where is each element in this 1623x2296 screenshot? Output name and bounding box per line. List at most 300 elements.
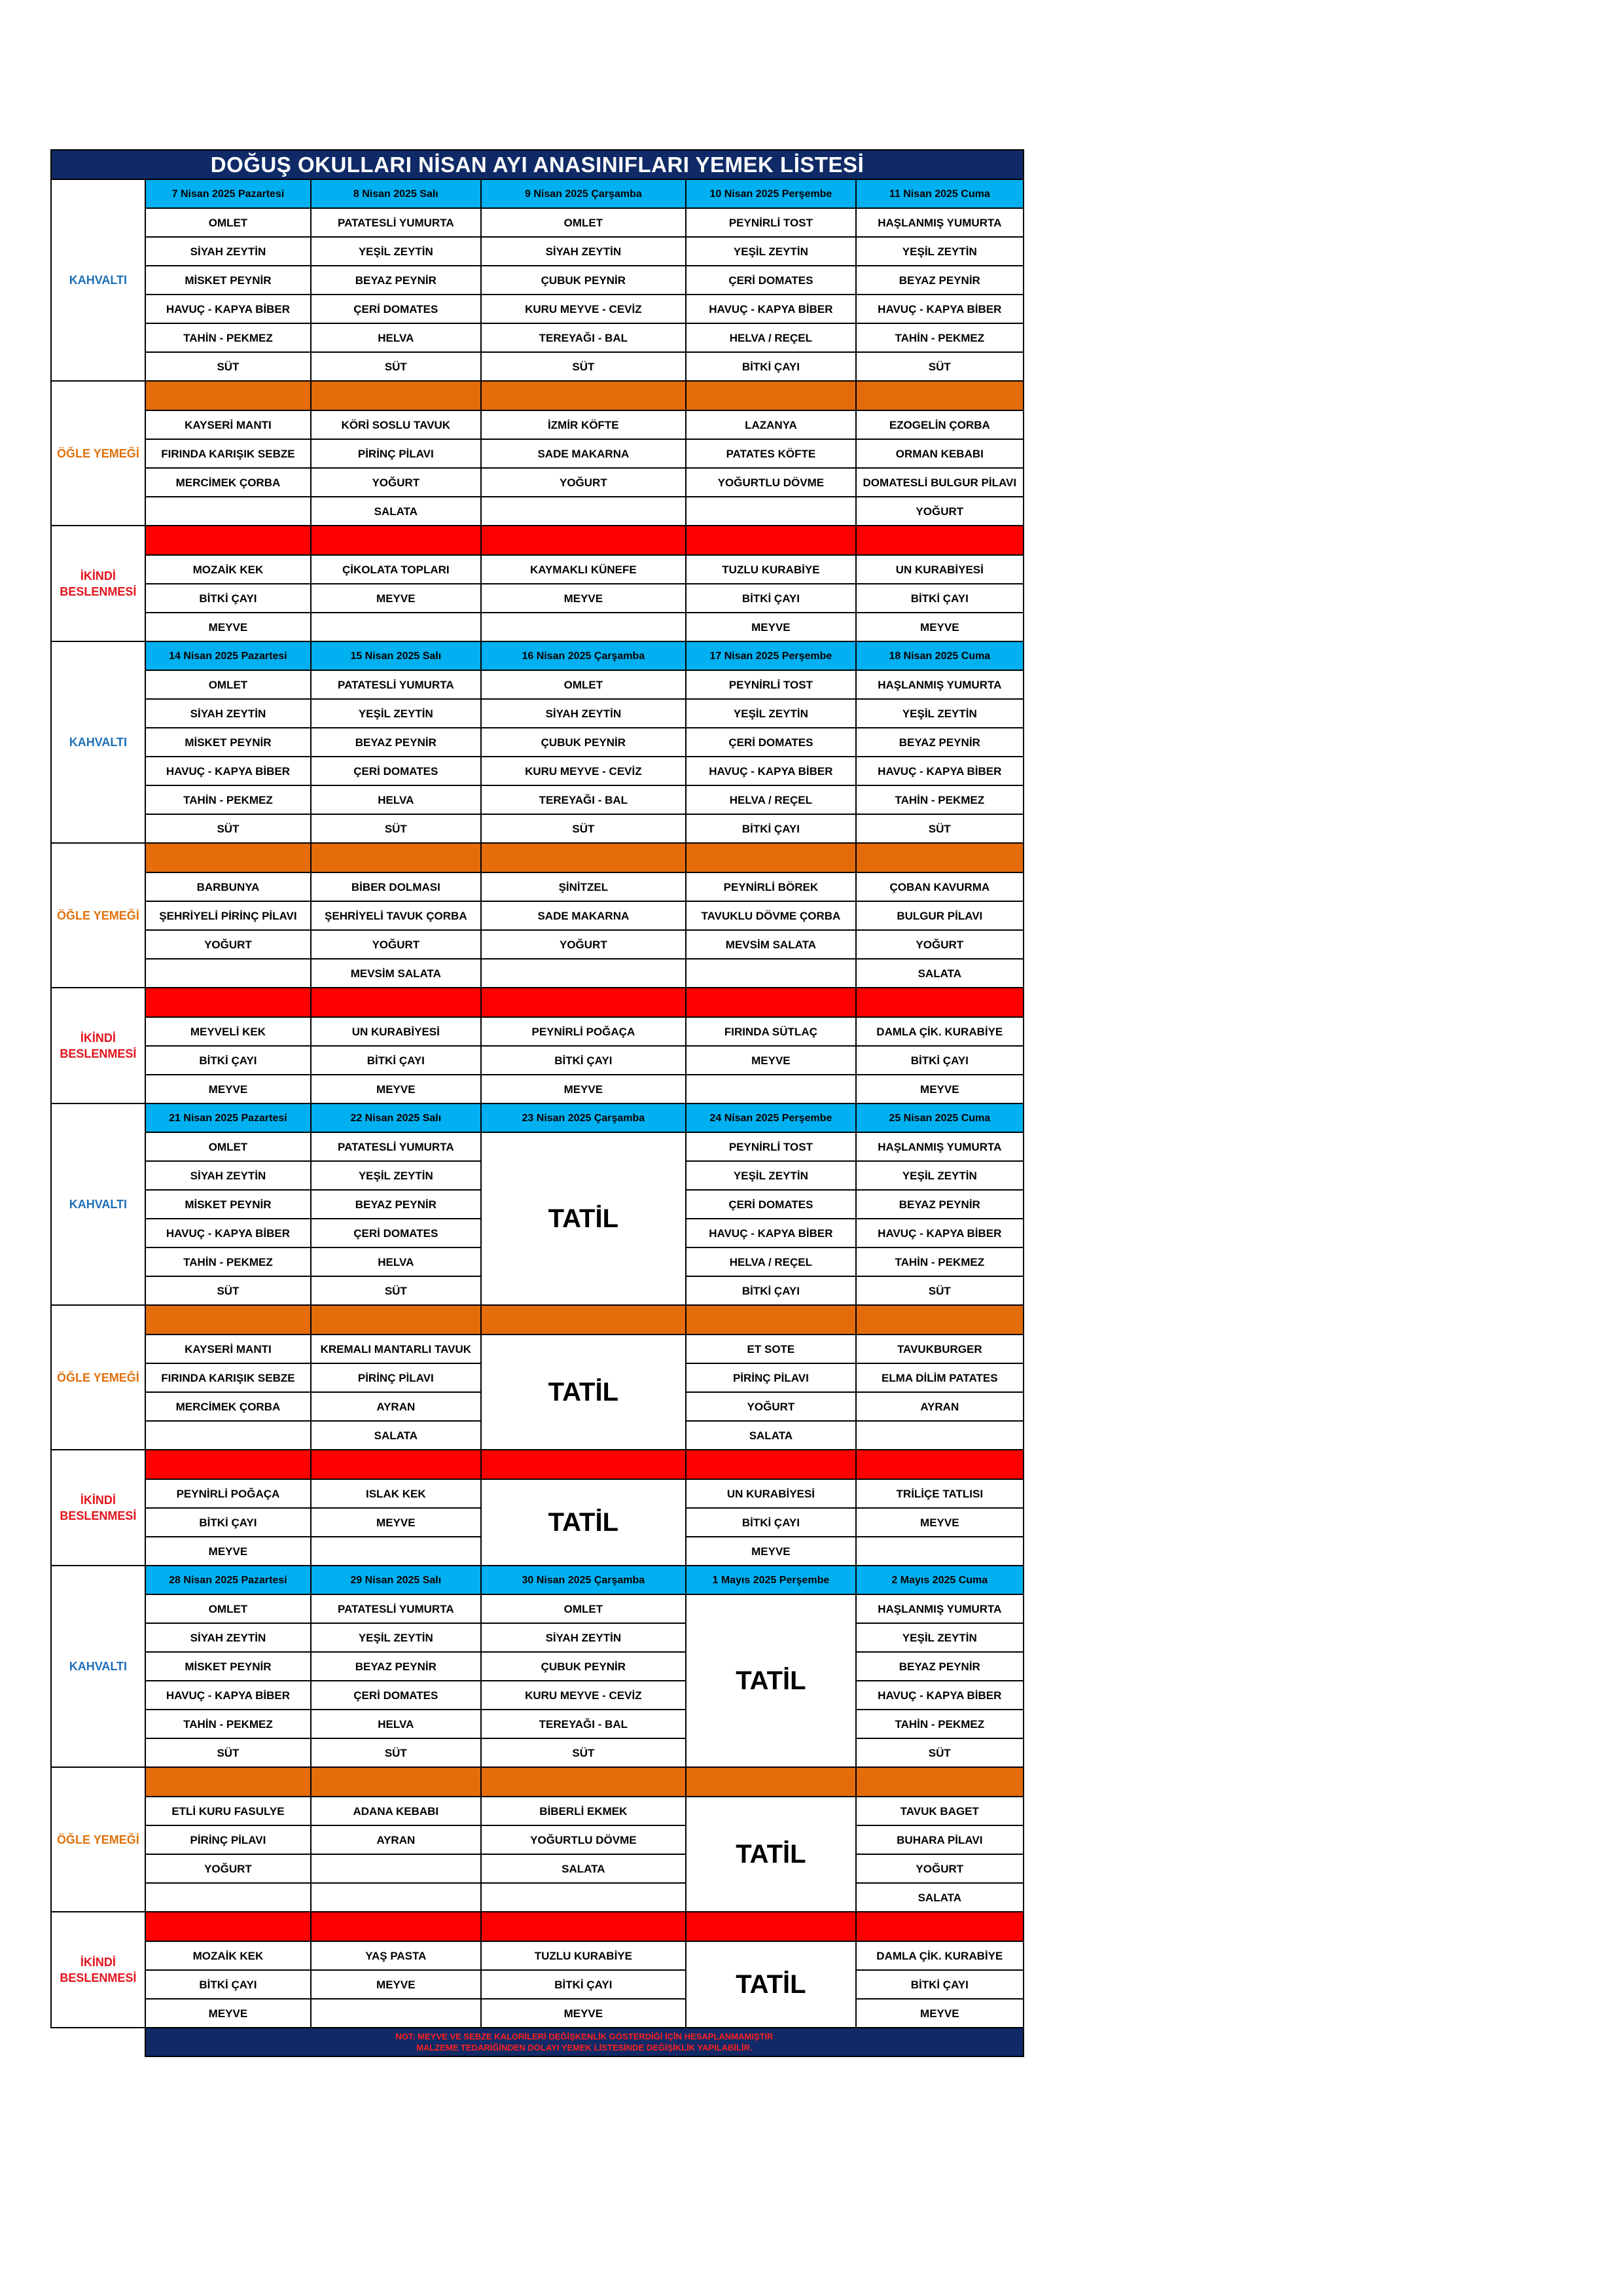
menu-item-row [51, 1970, 1024, 1999]
menu-item: UN KURABİYESİ [311, 1017, 480, 1046]
holiday-label: TATİL [686, 1797, 855, 1912]
menu-item-row [51, 208, 1024, 237]
menu-item-row [51, 237, 1024, 266]
menu-item: YEŞİL ZEYTİN [686, 237, 855, 266]
menu-item: BUHARA PİLAVI [856, 1825, 1024, 1854]
menu-item: SİYAH ZEYTİN [481, 699, 687, 728]
menu-item: MEYVE [481, 1075, 687, 1103]
menu-item-row [51, 1017, 1024, 1046]
menu-item: YOĞURT [145, 930, 311, 959]
menu-item: SÜT [145, 1276, 311, 1305]
menu-item: ADANA KEBABI [311, 1797, 480, 1825]
menu-item: YAŞ PASTA [311, 1941, 480, 1970]
menu-item: SADE MAKARNA [481, 439, 687, 468]
lunch-color-bar [686, 1305, 855, 1335]
menu-item-row [51, 901, 1024, 930]
menu-item: YOĞURT [311, 930, 480, 959]
snack-color-bar [686, 1450, 855, 1479]
menu-item: HAŞLANMIŞ YUMURTA [856, 208, 1024, 237]
category-label-ikindi: İKİNDİ BESLENMESİ [51, 988, 145, 1103]
snack-color-bar [856, 526, 1024, 555]
menu-item: KAYMAKLI KÜNEFE [481, 555, 687, 584]
menu-item-row [51, 1075, 1024, 1103]
menu-item: SÜT [311, 1276, 480, 1305]
menu-item: UN KURABİYESİ [856, 555, 1024, 584]
menu-item [145, 1421, 311, 1450]
menu-item-row [51, 352, 1024, 381]
lunch-bar-row [51, 843, 1024, 872]
menu-item: BARBUNYA [145, 872, 311, 901]
date-header: 18 Nisan 2025 Cuma [856, 641, 1024, 670]
note-line-1: NOT: MEYVE VE SEBZE KALORİLERİ DEĞİŞKENLİK GÖSTERDİĞİ İÇİN HESAPLANMAMIŞTIR [395, 2032, 774, 2041]
menu-item: YOĞURTLU DÖVME [686, 468, 855, 497]
menu-item: SÜT [856, 814, 1024, 843]
category-label-kahvalti: KAHVALTI [51, 1103, 145, 1305]
menu-item-row [51, 930, 1024, 959]
menu-item: YOĞURT [145, 1854, 311, 1883]
menu-item: MOZAİK KEK [145, 1941, 311, 1970]
menu-item [686, 959, 855, 988]
date-header: 23 Nisan 2025 Çarşamba [481, 1103, 687, 1132]
menu-item: MEYVE [311, 1075, 480, 1103]
menu-item: PATATESLİ YUMURTA [311, 208, 480, 237]
menu-item: YOĞURT [481, 930, 687, 959]
menu-item [311, 1854, 480, 1883]
snack-color-bar [311, 1450, 480, 1479]
menu-item: HAVUÇ - KAPYA BİBER [856, 1219, 1024, 1247]
menu-item-row [51, 266, 1024, 295]
menu-item: TUZLU KURABİYE [481, 1941, 687, 1970]
menu-item: ÇERİ DOMATES [311, 1219, 480, 1247]
menu-item: LAZANYA [686, 410, 855, 439]
menu-item: BULGUR PİLAVI [856, 901, 1024, 930]
menu-item: KURU MEYVE - CEVİZ [481, 1681, 687, 1710]
menu-item: SÜT [145, 352, 311, 381]
menu-item: HELVA / REÇEL [686, 1247, 855, 1276]
menu-item: ÇOBAN KAVURMA [856, 872, 1024, 901]
menu-item-row [51, 1738, 1024, 1767]
menu-item: BEYAZ PEYNİR [311, 266, 480, 295]
menu-item [145, 959, 311, 988]
menu-item: PATATESLİ YUMURTA [311, 1132, 480, 1161]
holiday-label: TATİL [481, 1479, 687, 1566]
menu-item-row [51, 555, 1024, 584]
menu-item: TAHİN - PEKMEZ [856, 1247, 1024, 1276]
menu-item: BEYAZ PEYNİR [311, 728, 480, 757]
menu-item: YOĞURT [481, 468, 687, 497]
lunch-color-bar [481, 1767, 687, 1797]
menu-item: KREMALI MANTARLI TAVUK [311, 1335, 480, 1363]
menu-item: MERCİMEK ÇORBA [145, 468, 311, 497]
menu-item: ET SOTE [686, 1335, 855, 1363]
menu-item: BİTKİ ÇAYI [145, 1046, 311, 1075]
menu-item [311, 1999, 480, 2028]
menu-item-row [51, 1999, 1024, 2028]
menu-item: YEŞİL ZEYTİN [311, 699, 480, 728]
menu-item: ÇUBUK PEYNİR [481, 728, 687, 757]
menu-item: HAVUÇ - KAPYA BİBER [145, 1219, 311, 1247]
menu-item: TRİLİÇE TATLISI [856, 1479, 1024, 1508]
menu-item-row [51, 670, 1024, 699]
menu-item-row [51, 1825, 1024, 1854]
menu-item: MEYVE [145, 1537, 311, 1566]
menu-item: YOĞURT [856, 497, 1024, 526]
menu-item-row [51, 1623, 1024, 1652]
menu-item: PEYNİRLİ TOST [686, 670, 855, 699]
lunch-bar-row [51, 1767, 1024, 1797]
menu-item: HAVUÇ - KAPYA BİBER [856, 295, 1024, 323]
menu-item: BİTKİ ÇAYI [856, 1970, 1024, 1999]
menu-item-row [51, 295, 1024, 323]
menu-item: PEYNİRLİ BÖREK [686, 872, 855, 901]
holiday-label: TATİL [481, 1335, 687, 1450]
menu-item [311, 613, 480, 641]
menu-item: SALATA [686, 1421, 855, 1450]
menu-item-row [51, 785, 1024, 814]
menu-item-row [51, 1046, 1024, 1075]
menu-item: ÇERİ DOMATES [311, 295, 480, 323]
menu-item: HELVA [311, 1710, 480, 1738]
menu-item: SİYAH ZEYTİN [145, 237, 311, 266]
menu-item: ÇERİ DOMATES [686, 728, 855, 757]
menu-item: TAVUKLU DÖVME ÇORBA [686, 901, 855, 930]
lunch-color-bar [856, 1305, 1024, 1335]
menu-item: ÇERİ DOMATES [686, 1190, 855, 1219]
menu-item: AYRAN [311, 1825, 480, 1854]
snack-color-bar [311, 988, 480, 1017]
menu-item: KURU MEYVE - CEVİZ [481, 295, 687, 323]
date-header: 16 Nisan 2025 Çarşamba [481, 641, 687, 670]
menu-item-row [51, 728, 1024, 757]
menu-item: İZMİR KÖFTE [481, 410, 687, 439]
snack-color-bar [145, 1912, 311, 1941]
menu-item: MİSKET PEYNİR [145, 1652, 311, 1681]
snack-bar-row [51, 1450, 1024, 1479]
category-label-ikindi: İKİNDİ BESLENMESİ [51, 1450, 145, 1566]
menu-item: SÜT [856, 1738, 1024, 1767]
date-row [51, 1566, 1024, 1594]
menu-item: HAVUÇ - KAPYA BİBER [856, 757, 1024, 785]
menu-item: MEVSİM SALATA [311, 959, 480, 988]
menu-item: BİBERLİ EKMEK [481, 1797, 687, 1825]
lunch-color-bar [145, 1305, 311, 1335]
menu-item: TUZLU KURABİYE [686, 555, 855, 584]
date-header: 25 Nisan 2025 Cuma [856, 1103, 1024, 1132]
menu-item: TEREYAĞI - BAL [481, 785, 687, 814]
menu-item-row [51, 1883, 1024, 1912]
menu-item: MEYVE [686, 613, 855, 641]
menu-item: SALATA [481, 1854, 687, 1883]
menu-item: BİTKİ ÇAYI [686, 584, 855, 613]
menu-item: OMLET [145, 208, 311, 237]
menu-item: YOĞURT [311, 468, 480, 497]
date-header: 29 Nisan 2025 Salı [311, 1566, 480, 1594]
menu-item: ÇERİ DOMATES [686, 266, 855, 295]
date-header: 14 Nisan 2025 Pazartesi [145, 641, 311, 670]
menu-item: YEŞİL ZEYTİN [686, 1161, 855, 1190]
menu-item: TAHİN - PEKMEZ [856, 323, 1024, 352]
menu-item: YOĞURT [856, 1854, 1024, 1883]
menu-item [145, 1883, 311, 1912]
holiday-label: TATİL [686, 1941, 855, 2028]
lunch-color-bar [311, 381, 480, 410]
category-label-ogle: ÖĞLE YEMEĞİ [51, 381, 145, 526]
date-header: 2 Mayıs 2025 Cuma [856, 1566, 1024, 1594]
menu-item-row [51, 1652, 1024, 1681]
menu-item: TAHİN - PEKMEZ [856, 1710, 1024, 1738]
menu-item: SADE MAKARNA [481, 901, 687, 930]
menu-item: YEŞİL ZEYTİN [856, 699, 1024, 728]
menu-item: HELVA / REÇEL [686, 323, 855, 352]
menu-item: MEYVE [856, 1508, 1024, 1537]
menu-item: SÜT [856, 352, 1024, 381]
menu-item [856, 1537, 1024, 1566]
menu-item: TAHİN - PEKMEZ [856, 785, 1024, 814]
menu-item-row [51, 1797, 1024, 1825]
menu-item: MEYVE [481, 1999, 687, 2028]
menu-item-row [51, 323, 1024, 352]
menu-item: ORMAN KEBABI [856, 439, 1024, 468]
footer-note [145, 2028, 1024, 2056]
menu-item: BİTKİ ÇAYI [686, 1276, 855, 1305]
menu-item: SİYAH ZEYTİN [145, 1161, 311, 1190]
menu-item: HAVUÇ - KAPYA BİBER [686, 295, 855, 323]
menu-item: OMLET [145, 1594, 311, 1623]
menu-item: PİRİNÇ PİLAVI [311, 439, 480, 468]
snack-bar-row [51, 1912, 1024, 1941]
menu-item: DOMATESLİ BULGUR PİLAVI [856, 468, 1024, 497]
menu-item: ISLAK KEK [311, 1479, 480, 1508]
menu-item: BİTKİ ÇAYI [311, 1046, 480, 1075]
menu-item: TAHİN - PEKMEZ [145, 1710, 311, 1738]
date-header: 17 Nisan 2025 Perşembe [686, 641, 855, 670]
menu-item: SÜT [311, 1738, 480, 1767]
menu-item: HAVUÇ - KAPYA BİBER [856, 1681, 1024, 1710]
snack-color-bar [686, 988, 855, 1017]
menu-item: MEYVE [145, 613, 311, 641]
menu-item: KÖRİ SOSLU TAVUK [311, 410, 480, 439]
note-line-2: MALZEME TEDARİĞİNDEN DOLAYI YEMEK LİSTESİNDE DEĞİŞİKLİK YAPILABİLİR. [416, 2043, 753, 2053]
menu-item: DAMLA ÇİK. KURABİYE [856, 1941, 1024, 1970]
snack-color-bar [856, 988, 1024, 1017]
lunch-color-bar [481, 1305, 687, 1335]
menu-item-row [51, 1941, 1024, 1970]
menu-item: SÜT [856, 1276, 1024, 1305]
menu-item: BİTKİ ÇAYI [481, 1046, 687, 1075]
title-row [51, 150, 1024, 179]
menu-item: HAVUÇ - KAPYA BİBER [686, 757, 855, 785]
note-spacer [51, 2028, 145, 2056]
menu-item: HAŞLANMIŞ YUMURTA [856, 1594, 1024, 1623]
menu-item: HAŞLANMIŞ YUMURTA [856, 1132, 1024, 1161]
menu-item-row [51, 757, 1024, 785]
menu-item: HAVUÇ - KAPYA BİBER [145, 1681, 311, 1710]
holiday-label: TATİL [481, 1132, 687, 1305]
menu-item [856, 1421, 1024, 1450]
date-header: 11 Nisan 2025 Cuma [856, 179, 1024, 208]
menu-item: MEYVE [686, 1537, 855, 1566]
menu-item: MİSKET PEYNİR [145, 1190, 311, 1219]
menu-item: SİYAH ZEYTİN [145, 699, 311, 728]
menu-item: HAVUÇ - KAPYA BİBER [686, 1219, 855, 1247]
category-label-ogle: ÖĞLE YEMEĞİ [51, 843, 145, 988]
menu-item: BEYAZ PEYNİR [856, 1652, 1024, 1681]
category-label-kahvalti: KAHVALTI [51, 641, 145, 843]
menu-item-row [51, 699, 1024, 728]
date-header: 15 Nisan 2025 Salı [311, 641, 480, 670]
menu-item: MOZAİK KEK [145, 555, 311, 584]
menu-item: ÇERİ DOMATES [311, 1681, 480, 1710]
menu-item-row [51, 439, 1024, 468]
menu-item: YEŞİL ZEYTİN [856, 1623, 1024, 1652]
menu-item: SALATA [311, 497, 480, 526]
lunch-bar-row [51, 1305, 1024, 1335]
lunch-color-bar [311, 843, 480, 872]
menu-item: KAYSERİ MANTI [145, 1335, 311, 1363]
menu-item: BİTKİ ÇAYI [686, 814, 855, 843]
menu-item: BİTKİ ÇAYI [686, 1508, 855, 1537]
menu-item-row [51, 959, 1024, 988]
menu-item: MEVSİM SALATA [686, 930, 855, 959]
menu-item: ÇUBUK PEYNİR [481, 266, 687, 295]
snack-color-bar [145, 526, 311, 555]
menu-item: OMLET [145, 670, 311, 699]
menu-item [481, 497, 687, 526]
menu-item: BİTKİ ÇAYI [145, 1508, 311, 1537]
menu-item: PATATESLİ YUMURTA [311, 1594, 480, 1623]
menu-item: YEŞİL ZEYTİN [856, 1161, 1024, 1190]
menu-item: HELVA [311, 323, 480, 352]
snack-color-bar [856, 1450, 1024, 1479]
menu-item-row [51, 1854, 1024, 1883]
menu-item: MEYVE [311, 584, 480, 613]
lunch-bar-row [51, 381, 1024, 410]
menu-item: SÜT [145, 1738, 311, 1767]
snack-color-bar [145, 988, 311, 1017]
menu-item: MERCİMEK ÇORBA [145, 1392, 311, 1421]
snack-color-bar [311, 526, 480, 555]
menu-item: HELVA / REÇEL [686, 785, 855, 814]
menu-item: BEYAZ PEYNİR [311, 1190, 480, 1219]
category-label-kahvalti: KAHVALTI [51, 1566, 145, 1767]
menu-item: MEYVE [481, 584, 687, 613]
date-row [51, 1103, 1024, 1132]
note-row [51, 2028, 1024, 2056]
menu-item: YEŞİL ZEYTİN [311, 1161, 480, 1190]
menu-item: BEYAZ PEYNİR [856, 728, 1024, 757]
date-header: 22 Nisan 2025 Salı [311, 1103, 480, 1132]
menu-item-row [51, 1335, 1024, 1363]
lunch-color-bar [145, 843, 311, 872]
menu-item: TAHİN - PEKMEZ [145, 323, 311, 352]
date-row [51, 179, 1024, 208]
lunch-color-bar [311, 1305, 480, 1335]
menu-item: ELMA DİLİM PATATES [856, 1363, 1024, 1392]
menu-item: BİTKİ ÇAYI [145, 584, 311, 613]
menu-item: SİYAH ZEYTİN [145, 1623, 311, 1652]
date-header: 8 Nisan 2025 Salı [311, 179, 480, 208]
lunch-color-bar [311, 1767, 480, 1797]
menu-item: AYRAN [856, 1392, 1024, 1421]
menu-item: YOĞURT [856, 930, 1024, 959]
menu-item: SÜT [481, 352, 687, 381]
menu-item: PEYNİRLİ TOST [686, 1132, 855, 1161]
lunch-color-bar [856, 1767, 1024, 1797]
lunch-color-bar [481, 843, 687, 872]
menu-item [686, 1075, 855, 1103]
menu-item: ÇERİ DOMATES [311, 757, 480, 785]
menu-item: MİSKET PEYNİR [145, 728, 311, 757]
lunch-color-bar [686, 381, 855, 410]
menu-item-row [51, 584, 1024, 613]
menu-item: PATATES KÖFTE [686, 439, 855, 468]
lunch-color-bar [145, 381, 311, 410]
menu-item: SÜT [481, 1738, 687, 1767]
date-header: 21 Nisan 2025 Pazartesi [145, 1103, 311, 1132]
menu-item-row [51, 497, 1024, 526]
menu-item [145, 497, 311, 526]
menu-item: TAHİN - PEKMEZ [145, 785, 311, 814]
menu-item-row [51, 468, 1024, 497]
menu-item: OMLET [481, 208, 687, 237]
menu-item: UN KURABİYESİ [686, 1479, 855, 1508]
menu-item: OMLET [481, 670, 687, 699]
menu-item: MEYVE [311, 1970, 480, 1999]
menu-item: MEYVE [145, 1075, 311, 1103]
date-header: 7 Nisan 2025 Pazartesi [145, 179, 311, 208]
menu-item: TEREYAĞI - BAL [481, 1710, 687, 1738]
menu-item: YOĞURT [686, 1392, 855, 1421]
snack-color-bar [481, 988, 687, 1017]
menu-item [311, 1537, 480, 1566]
menu-item: HAVUÇ - KAPYA BİBER [145, 757, 311, 785]
menu-item: ÇUBUK PEYNİR [481, 1652, 687, 1681]
lunch-color-bar [856, 381, 1024, 410]
menu-item: OMLET [481, 1594, 687, 1623]
menu-item: BEYAZ PEYNİR [856, 1190, 1024, 1219]
menu-item: BİTKİ ÇAYI [481, 1970, 687, 1999]
menu-item: MİSKET PEYNİR [145, 266, 311, 295]
menu-item [686, 497, 855, 526]
menu-item-row [51, 1710, 1024, 1738]
menu-item: SALATA [856, 959, 1024, 988]
menu-item: SİYAH ZEYTİN [481, 237, 687, 266]
menu-item [481, 613, 687, 641]
menu-item: MEYVE [856, 1075, 1024, 1103]
lunch-color-bar [856, 843, 1024, 872]
menu-item-row [51, 613, 1024, 641]
menu-item: MEYVE [145, 1999, 311, 2028]
menu-item: KURU MEYVE - CEVİZ [481, 757, 687, 785]
lunch-color-bar [145, 1767, 311, 1797]
menu-item [481, 959, 687, 988]
menu-item: YEŞİL ZEYTİN [311, 1623, 480, 1652]
date-row [51, 641, 1024, 670]
menu-item: KAYSERİ MANTI [145, 410, 311, 439]
date-header: 28 Nisan 2025 Pazartesi [145, 1566, 311, 1594]
menu-item: ŞİNİTZEL [481, 872, 687, 901]
menu-item: SÜT [145, 814, 311, 843]
menu-item: TEREYAĞI - BAL [481, 323, 687, 352]
menu-item: EZOGELİN ÇORBA [856, 410, 1024, 439]
menu-body [51, 150, 1024, 2056]
menu-item-row [51, 410, 1024, 439]
snack-bar-row [51, 988, 1024, 1017]
menu-item: MEYVELİ KEK [145, 1017, 311, 1046]
menu-item: HELVA [311, 1247, 480, 1276]
menu-item: FIRINDA KARIŞIK SEBZE [145, 1363, 311, 1392]
menu-item: BİTKİ ÇAYI [856, 1046, 1024, 1075]
